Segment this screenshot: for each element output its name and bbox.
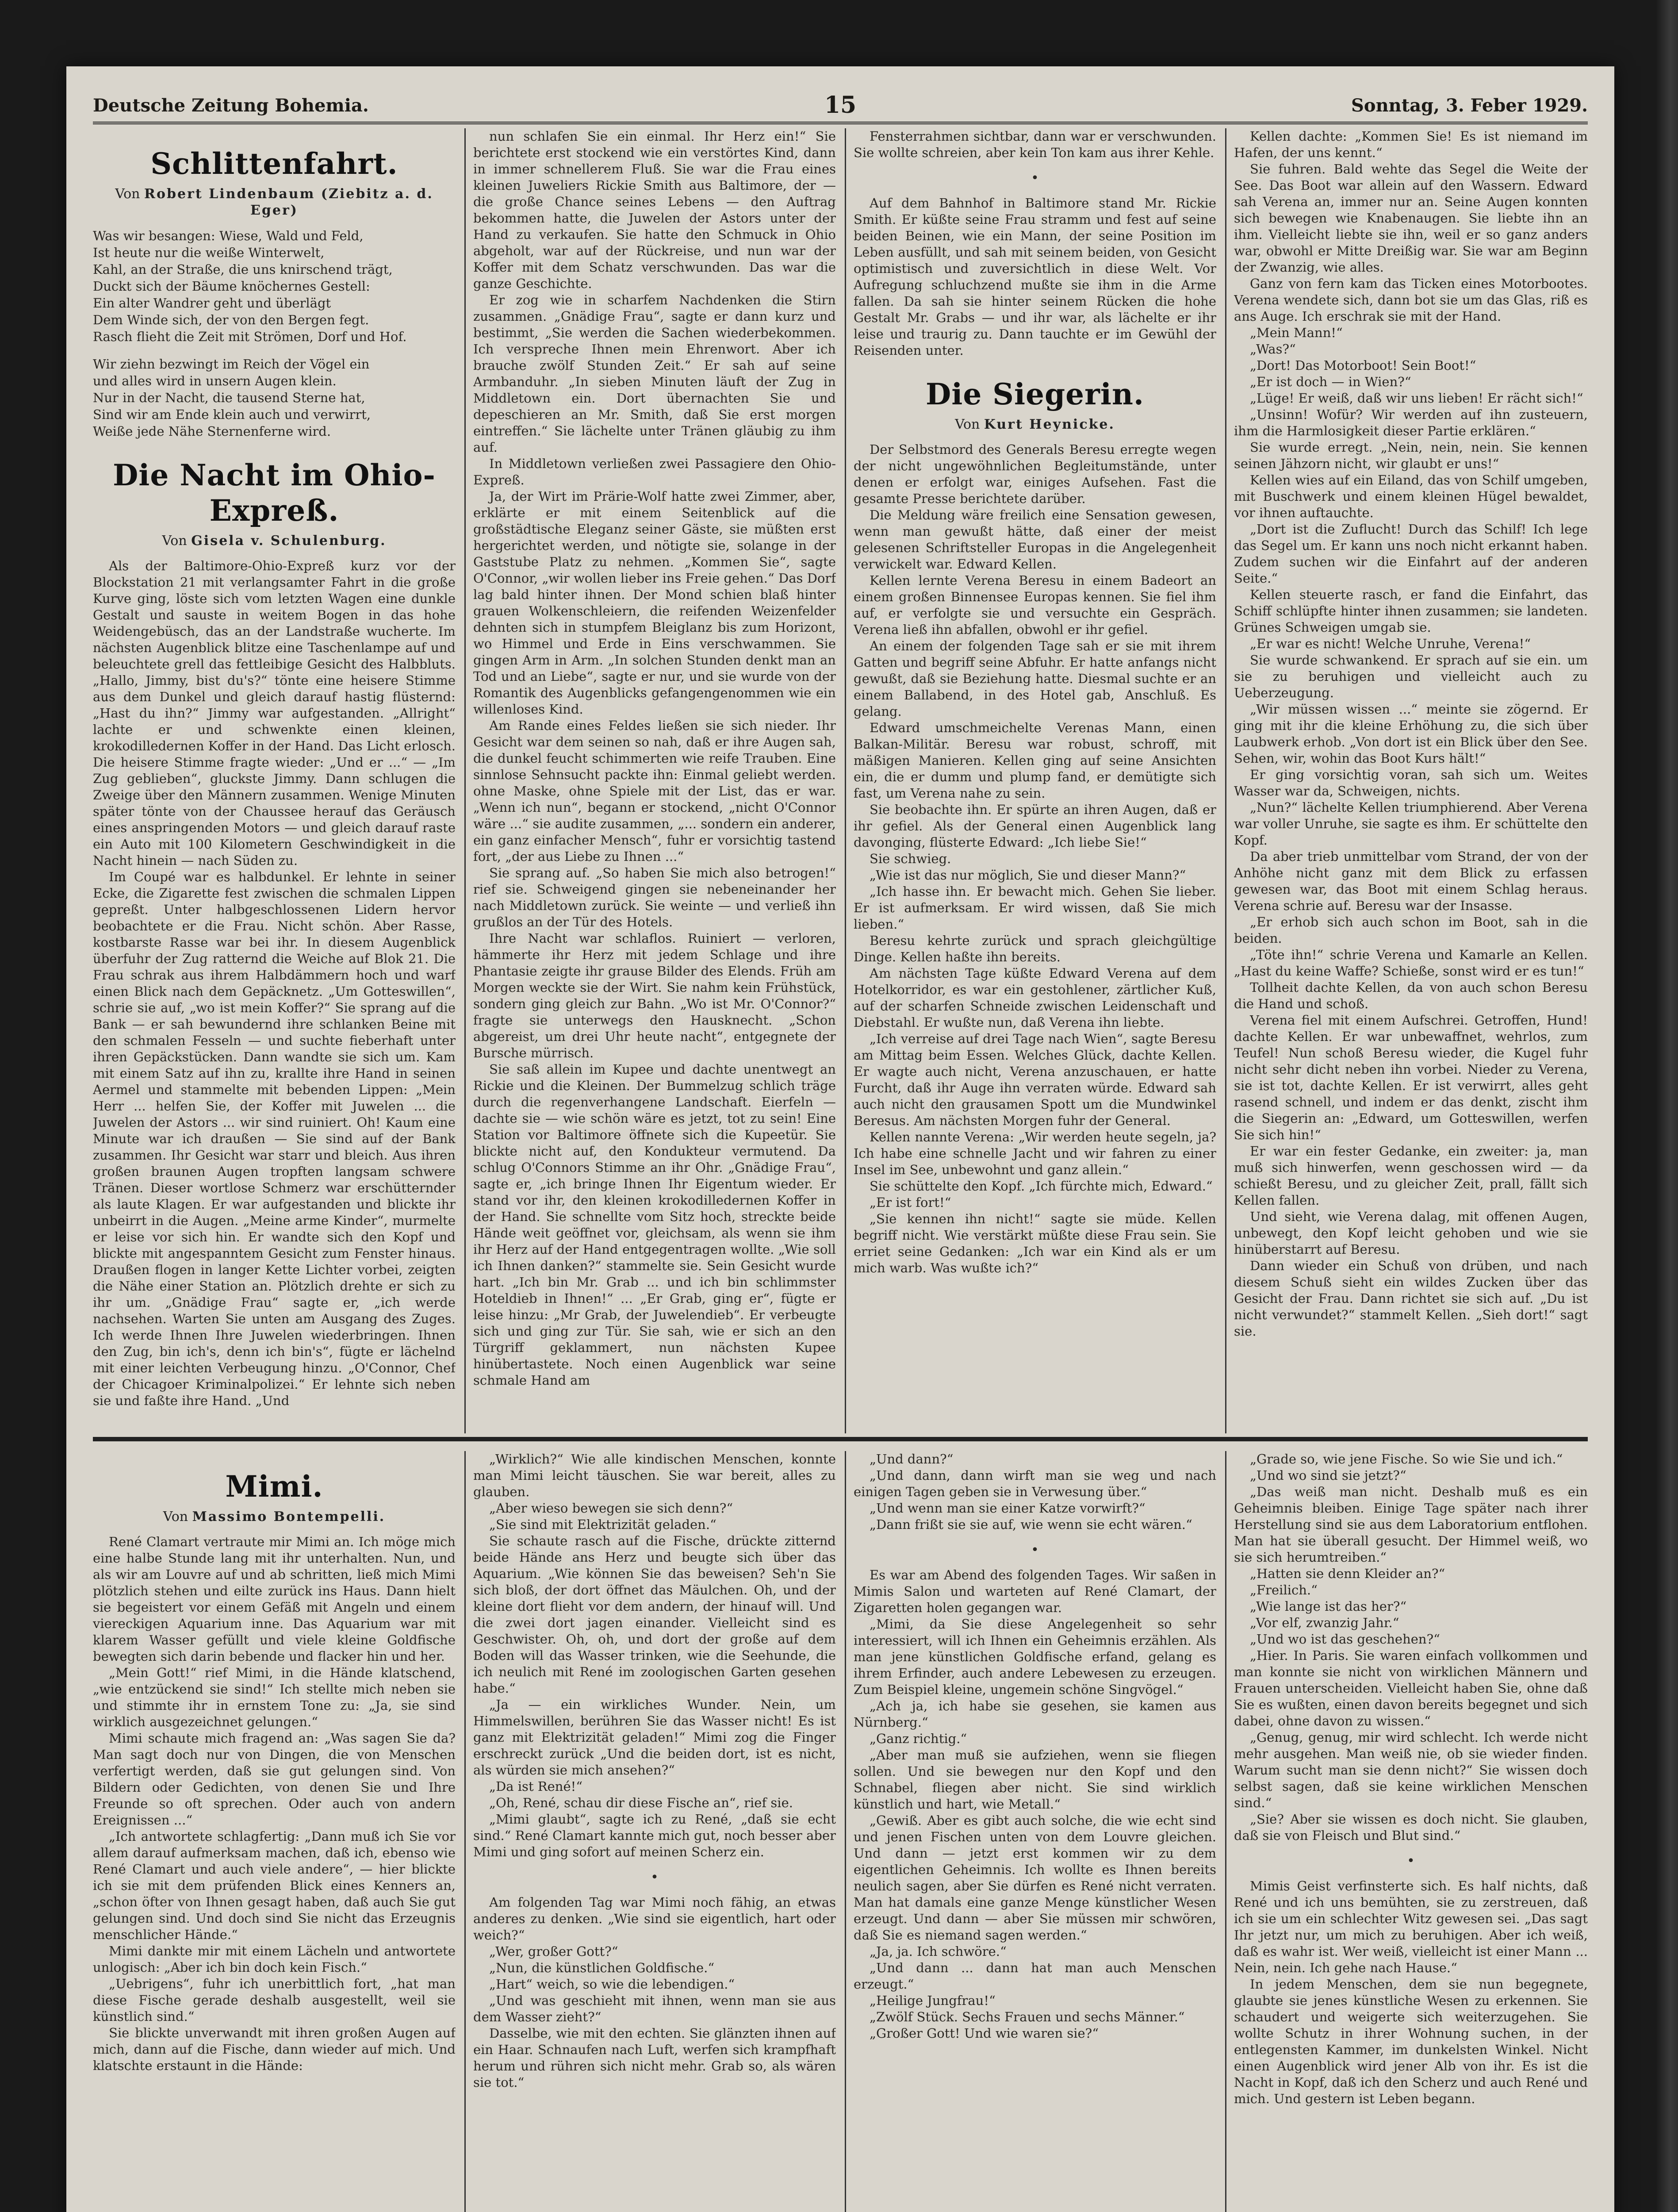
siegerin-paragraph: Sie schwieg. xyxy=(870,851,951,866)
siegerin-paragraph: Kellen dachte: „Kommen Sie! Es ist niemand im Hafen, der uns kennt.“ xyxy=(1234,129,1588,160)
mimi-paragraph: „Mimi glaubt“, sagte ich zu René, „daß sie echt sind.“ René Clamart kannte mich gut, noch besser aber Mimi und ging sofort auf meinen Scherz ein. xyxy=(473,1812,836,1859)
mimi-paragraph: „Heilige Jungfrau!“ xyxy=(870,1993,996,2008)
schlittenfahrt-title: Schlittenfahrt. xyxy=(150,146,398,181)
schlittenfahrt-byline: Von Robert Lindenbaum (Ziebitz a. d. Eger) xyxy=(115,186,433,218)
ohio-express-paragraph: Ihre Nacht war schlaflos. Ruiniert — verloren, hämmerte ihr Herz mit jedem Schlage und ihre Phantasie zeigte ihr grause Bilder des Elends. Früh am Morgen weckte sie der Wirt. Sie nahm kein Frühstück, sondern ging gleich zur Bahn. „Wo ist Mr. O'Connor?“ fragte sie unterwegs den Hausknecht. „Schon abgereist, um drei Uhr heute nacht“, entgegnete der Bursche mürrisch. xyxy=(473,931,836,1060)
siegerin-paragraph: „Wie ist das nur möglich, Sie und dieser Mann?“ xyxy=(870,868,1186,883)
page-number: 15 xyxy=(824,92,857,119)
schlittenfahrt-author: Robert Lindenbaum (Ziebitz a. d. Eger) xyxy=(144,186,433,218)
mimi-paragraph: „Wie lange ist das her?“ xyxy=(1250,1599,1407,1614)
siegerin-paragraph: Die Meldung wäre freilich eine Sensation gewesen, wenn man gewußt hätte, daß einer der meist gelesenen Schriftsteller Europas in die Angelegenheit verwickelt war. Edward Kellen. xyxy=(854,507,1216,572)
issue-date: Sonntag, 3. Feber 1929. xyxy=(1351,95,1588,116)
mimi-paragraph: „Grade so, wie jene Fische. So wie Sie und ich.“ xyxy=(1250,1452,1563,1467)
mimi-paragraph: „Wer, großer Gott?“ xyxy=(489,1944,618,1959)
ohio-express-author: Gisela v. Schulenburg. xyxy=(191,533,387,549)
mimi-paragraph: „Sie sind mit Elektrizität geladen.“ xyxy=(489,1517,716,1532)
siegerin-paragraph: „Was?“ xyxy=(1250,342,1296,357)
mimi-paragraph: Es war am Abend des folgenden Tages. Wir saßen in Mimis Salon und warteten auf René Clamart, der Zigaretten holen gegangen war. xyxy=(854,1567,1216,1615)
siegerin-paragraph: „Töte ihn!“ schrie Verena und Kamarle an Kellen. „Hast du keine Waffe? Schieße, sonst wird er es tun!“ xyxy=(1234,947,1588,979)
column-divider xyxy=(464,1451,466,2212)
siegerin-paragraph: „Dort! Das Motorboot! Sein Boot!“ xyxy=(1250,358,1476,373)
column-divider xyxy=(464,128,466,1433)
mimi-paragraph: „Und dann ... dann hat man auch Menschen erzeugt.“ xyxy=(854,1960,1216,1992)
mimi-paragraph: „Hier. In Paris. Sie waren einfach vollkommen und man konnte sie nicht von wirklichen Männern und Frauen unterscheiden. Vielleicht haben Sie, ohne daß Sie es wußten, einen davon bereits begegnet und sich dabei, ohne davon zu wissen.“ xyxy=(1234,1648,1588,1728)
mimi-paragraph: „Zwölf Stück. Sechs Frauen und sechs Männer.“ xyxy=(870,2009,1185,2024)
column-4 xyxy=(1234,128,1588,1433)
siegerin-paragraph: Am nächsten Tage küßte Edward Verena auf dem Hotelkorridor, es war ein gestohlener, zärtlicher Kuß, auf der scharfen Schneide zwischen Leidenschaft und Diebstahl. Er wußte nun, daß Verena ihn liebte. xyxy=(854,966,1216,1030)
mimi-paragraph: „Ja — ein wirkliches Wunder. Nein, um Himmelswillen, berühren Sie das Wasser nicht! Es ist ganz mit Elektrizität geladen!“ Mimi zog die Finger erschreckt zurück „Und die beiden dort, ist es nicht, als würden sie mich ansehen?“ xyxy=(473,1697,836,1778)
top-section xyxy=(93,128,1588,1433)
siegerin-paragraph: „Er ist fort!“ xyxy=(870,1195,951,1210)
mimi-paragraph: „Nun, die künstlichen Goldfische.“ xyxy=(489,1960,715,1975)
siegerin-paragraph: „Er erhob sich auch schon im Boot, sah in die beiden. xyxy=(1234,914,1588,946)
mimi-paragraph: In jedem Menschen, dem sie nun begegnete, glaubte sie jenes künstliche Wesen zu erkennen. Sie schaudert und weigerte sich weiterzugehen. Sie wollte Schutz in ihrer Wohnung suchen, in der entlegensten Kammer, im dunkelsten Winkel. Nicht einen Augenblick wird jener Alb von ihr. Es ist die Nacht in Kopf, daß ich den Scherz und auch René und mich. Und gestern ist Leben begann. xyxy=(1234,1977,1588,2106)
ohio-express-paragraph: Fensterrahmen sichtbar, dann war er verschwunden. Sie wollte schreien, aber kein Ton kam aus ihrer Kehle. xyxy=(854,129,1216,160)
mimi-paragraph: „Und wo sind sie jetzt?“ xyxy=(1250,1468,1406,1483)
separator-dot xyxy=(854,170,1216,186)
siegerin-paragraph: „Unsinn! Wofür? Wir werden auf ihn zusteuern, ihm die Harmlosigkeit dieser Partie erklären.“ xyxy=(1234,407,1588,438)
scan-edge xyxy=(1656,0,1678,2212)
siegerin-paragraph: „Dort ist die Zuflucht! Durch das Schilf! Ich lege das Segel um. Er kann uns noch nicht erkannt haben. Zudem suchen wir die Einfahrt auf der anderen Seite.“ xyxy=(1234,522,1588,586)
siegerin-paragraph: „Lüge! Er weiß, daß wir uns lieben! Er rächt sich!“ xyxy=(1250,391,1583,406)
siegerin-paragraph: „Wir müssen wissen ...“ meinte sie zögernd. Er ging mit ihr die kleine Erhöhung zu, die sich über Laubwerk erhob. „Von dort ist ein Blick über den See. Sehen, wir, wohin das Boot Kurs hält!“ xyxy=(1234,702,1588,766)
mimi-paragraph: „Vor elf, zwanzig Jahr.“ xyxy=(1250,1615,1399,1630)
mimi-paragraph: „Oh, René, schau dir diese Fische an“, rief sie. xyxy=(489,1795,793,1810)
mimi-author: Massimo Bontempelli. xyxy=(192,1509,386,1525)
mimi-paragraph: „Ach ja, ich habe sie gesehen, sie kamen aus Nürnberg.“ xyxy=(854,1698,1216,1730)
mimi-column-4 xyxy=(1234,1451,1588,2212)
mimi-paragraph: „Großer Gott! Und wie waren sie?“ xyxy=(870,2026,1099,2041)
column-1 xyxy=(93,128,456,1433)
newspaper-page xyxy=(66,66,1614,2212)
siegerin-paragraph: Sie fuhren. Bald wehte das Segel die Weite der See. Das Boot war allein auf den Wassern. Edward sah Verena an, immer nur an. Seine Augen konnten sich bewegen wie Knabenaugen. Sie liebte ihn an ihm. Vielleicht liebte sie ihn, weil er so ganz anders war, obwohl er Mitte Dreißig war. Sie war am Beginn der Zwanzig, wie alles. xyxy=(1234,161,1588,275)
siegerin-paragraph: Tollheit dachte Kellen, da von auch schon Beresu die Hand und schoß. xyxy=(1234,980,1588,1011)
siegerin-paragraph: „Ich hasse ihn. Er bewacht mich. Gehen Sie lieber. Er ist aufmerksam. Er wird wissen, daß Sie mich lieben.“ xyxy=(854,884,1216,932)
siegerin-paragraph: Der Selbstmord des Generals Beresu erregte wegen der nicht ungewöhnlichen Begleitumstände, unter denen er erfolgt war, einiges Aufsehen. Fast die gesamte Presse berichtete darüber. xyxy=(854,442,1216,506)
ohio-express-paragraph: Sie sprang auf. „So haben Sie mich also betrogen!“ rief sie. Schweigend gingen sie nebeneinander her nach Middletown zurück. Sie weinte — und verließ ihn grußlos an der Tür des Hotels. xyxy=(473,865,836,929)
separator-dot xyxy=(854,1542,1216,1558)
ohio-express-byline: Von Gisela v. Schulenburg. xyxy=(162,533,387,549)
siegerin-paragraph: Kellen wies auf ein Eiland, das von Schilf umgeben, mit Buschwerk und einem kleinen Hügel bewaldet, vor ihnen auftauchte. xyxy=(1234,472,1588,520)
mimi-paragraph: „Und was geschieht mit ihnen, wenn man sie aus dem Wasser zieht?“ xyxy=(473,1993,836,2024)
siegerin-paragraph: Und sieht, wie Verena dalag, mit offenen Augen, unbewegt, den Kopf leicht gehoben und wie sie hinüberstarrt auf Beresu. xyxy=(1234,1209,1588,1257)
siegerin-paragraph: „Er ist doch — in Wien?“ xyxy=(1250,374,1411,389)
mimi-paragraph: „Mein Gott!“ rief Mimi, in die Hände klatschend, „wie entzückend sie sind!“ Ich stellte mich neben sie und stimmte ihr in ernstem Tone zu: „Ja, sie sind wirklich ausgezeichnet gelungen.“ xyxy=(93,1665,456,1729)
siegerin-paragraph: Er ging vorsichtig voran, sah sich um. Weites Wasser war da, Schweigen, nichts. xyxy=(1234,767,1588,799)
siegerin-paragraph: Beresu kehrte zurück und sprach gleichgültige Dinge. Kellen haßte ihn bereits. xyxy=(854,933,1216,964)
separator-dot xyxy=(1234,1853,1588,1869)
mimi-paragraph: „Und dann, dann wirft man sie weg und nach einigen Tagen geben sie in Verwesung über.“ xyxy=(854,1468,1216,1499)
ohio-express-paragraph: Im Coupé war es halbdunkel. Er lehnte in seiner Ecke, die Zigarette fest zwischen die schmalen Lippen gepreßt. Unter halbgeschlossenen Lidern hervor beobachtete er die Frau. Nicht schön. Aber Rasse, kostbarste Rasse war bei ihr. In diesem Augenblick überfuhr der Zug ratternd die Weiche auf Blok 21. Die Frau schrak aus ihrem Halbdämmern hoch und warf einen Blick nach dem Gepäcknetz. „Um Gotteswillen“, schrie sie auf, „wo ist mein Koffer?“ Sie sprang auf die Bank — er sah bewundernd ihre schlanken Beine mit den schmalen Fesseln — und suchte fieberhaft unter ihren Gepäckstücken. Dann wandte sie sich um. Kam mit einem Satz auf ihn zu, krallte ihre Hand in seinen Aermel und stammelte mit bebenden Lippen: „Mein Herr ... helfen Sie, der Koffer mit Juwelen ... die Juwelen der Astors ... wir sind ruiniert. Oh! Kaum eine Minute war ich draußen — Sie sind auf der Bank zusammen. Ihr Gesicht war starr und bleich. Aus ihren großen braunen Augen tropften langsam schwere Tränen. Dieser wortlose Schmerz war erschütternder als laute Klagen. Er war aufgestanden und blickte ihr unbeirrt in die Augen. „Meine arme Kinder“, murmelte er leise vor sich hin. Er wandte sich den Kopf und blickte mit angespanntem Gesicht zum Fenster hinaus. Draußen flogen in langer Kette Lichter vorbei, zeigten die Nähe einer Station an. Plötzlich drehte er sich zu ihr um. „Gnädige Frau“ sagte er, „ich werde nachsehen. Warten Sie unten am Ausgang des Zuges. Ich werde Ihnen Ihre Juwelen wiederbringen. Ihnen den Zug, bin ich's, denn ich bin's“, fügte er lächelnd mit einer leichten Verbeugung hinzu. „O'Connor, Chef der Chicagoer Kriminalpolizei.“ Er lehnte sich neben sie und faßte ihre Hand. „Und xyxy=(93,869,456,1408)
mimi-paragraph: Dasselbe, wie mit den echten. Sie glänzten ihnen auf ein Haar. Schnaufen nach Luft, werfen sich krampfhaft herum und rühren sich nicht mehr. Grab so, als wären sie tot.“ xyxy=(473,2026,836,2090)
mimi-paragraph: „Dann frißt sie sie auf, wie wenn sie echt wären.“ xyxy=(870,1517,1192,1532)
mimi-paragraph: „Da ist René!“ xyxy=(489,1779,583,1794)
siegerin-paragraph: Sie wurde schwankend. Er sprach auf sie ein. um sie zu beruhigen und vielleicht auch zu Ueberzeugung. xyxy=(1234,653,1588,700)
mimi-paragraph: „Gewiß. Aber es gibt auch solche, die wie echt sind und jenen Fischen unten von dem Louvre gleichen. Und dann — jetzt erst kommen wir zu dem eigentlichen Geheimnis. Ich wollte es Ihnen bereits neulich sagen, aber Sie dürfen es René nicht verraten. Man hat damals eine ganze Menge künstlicher Wesen erzeugt. Und dann — aber Sie müssen mir schwören, daß Sie es niemand sagen werden.“ xyxy=(854,1813,1216,1943)
mimi-paragraph: „Genug, genug, mir wird schlecht. Ich werde nicht mehr ausgehen. Man weiß nie, ob sie wieder finden. Warum sucht man sie denn nicht?“ Sie wissen doch selbst sagen, daß sie keine wirklichen Menschen sind.“ xyxy=(1234,1730,1588,1810)
mimi-paragraph: Mimi dankte mir mit einem Lächeln und antwortete unlogisch: „Aber ich bin doch kein Fisch.“ xyxy=(93,1943,456,1975)
siegerin-paragraph: Verena fiel mit einem Aufschrei. Getroffen, Hund! dachte Kellen. Er war unbewaffnet, wehrlos, zum Teufel! Nun schoß Beresu wieder, die Kugel fuhr nicht sehr dicht neben ihn vorbei. Nieder zu Verena, sie ist tot, dachte Kellen. Er ist verwirrt, alles geht rasend schnell, und indem er das denkt, zischt ihm die Siegerin an: „Edward, um Gotteswillen, werfen Sie sich hin!“ xyxy=(1234,1013,1588,1142)
siegerin-paragraph: Er war ein fester Gedanke, ein zweiter: ja, man muß sich hinwerfen, wenn geschossen wird — da schießt Beresu, und zu gleicher Zeit, prall, fällt sich Kellen fallen. xyxy=(1234,1144,1588,1208)
ohio-express-paragraph: Er zog wie in scharfem Nachdenken die Stirn zusammen. „Gnädige Frau“, sagte er dann kurz und bestimmt, „Sie werden die Sachen wiederbekommen. Ich verspreche Ihnen mein Ehrenwort. Aber ich brauche zwölf Stunden Zeit.“ Er sah auf seine Armbanduhr. „In sieben Minuten läuft der Zug in Middletown ein. Dort übernachten Sie und depeschieren an Mr. Smith, daß Sie erst morgen eintreffen.“ Sie lächelte unter Tränen gläubig zu ihm auf. xyxy=(473,292,836,455)
mimi-paragraph: „Hatten sie denn Kleider an?“ xyxy=(1250,1566,1445,1581)
siegerin-paragraph: Kellen steuerte rasch, er fand die Einfahrt, das Schiff schlüpfte hinter ihnen zusammen; sie landeten. Grünes Schweigen umgab sie. xyxy=(1234,587,1588,635)
siegerin-paragraph: „Er war es nicht! Welche Unruhe, Verena!“ xyxy=(1250,636,1531,651)
mimi-paragraph: „Ganz richtig.“ xyxy=(870,1731,967,1746)
siegerin-paragraph: Kellen nannte Verena: „Wir werden heute segeln, ja? Ich habe eine schnelle Jacht und wir fahren zu einer Insel im See, unbewohnt und ganz allein.“ xyxy=(854,1129,1216,1177)
mimi-paragraph: Sie schaute rasch auf die Fische, drückte zitternd beide Hände ans Herz und beugte sich über das Aquarium. „Wie können Sie das beweisen? Seh'n Sie sich bloß, der dort öffnet das Mäulchen. Oh, und der kleine dort flieht vor dem andern, der hinauf will. Und die zwei dort jagen einander. Vielleicht sind es Geschwister. Oh, oh, und dort der große auf dem Boden will das Wasser trinken, wie die Seehunde, die ich neulich mit René im zoologischen Garten gesehen habe.“ xyxy=(473,1533,836,1696)
mimi-paragraph: „Ich antwortete schlagfertig: „Dann muß ich Sie vor allem darauf aufmerksam machen, daß ich, ebenso wie René Clamart und auch viele andere“, — hier blickte ich sie mit dem prüfenden Blick eines Kenners an, „schon öfter von Ihnen gesagt haben, daß auch Sie gut gelungen sind. Und doch sind Sie nicht das Erzeugnis menschlicher Hände.“ xyxy=(93,1829,456,1942)
ohio-express-paragraph: nun schlafen Sie ein einmal. Ihr Herz ein!“ Sie berichtete erst stockend wie ein verstörtes Kind, dann in immer schnellerem Fluß. Sie war die Frau eines kleinen Juweliers Rickie Smith aus Baltimore, der — die große Chance seines Lebens — den Auftrag bekommen hatte, die Juwelen der Astors unter der Hand zu verkaufen. Sie hatte den Schmuck in Ohio abgeholt, war auf der Rückreise, und nun war der Koffer mit dem Schatz verschwunden. Das war die ganze Geschichte. xyxy=(473,129,836,291)
mimi-paragraph: „Wirklich?“ Wie alle kindischen Menschen, konnte man Mimi leicht täuschen. Sie war bereit, alles zu glauben. xyxy=(473,1452,836,1499)
siegerin-paragraph: Sie wurde erregt. „Nein, nein, nein. Sie kennen seinen Jähzorn nicht, wir glaubt er uns!“ xyxy=(1234,440,1588,471)
siegerin-paragraph: „Mein Mann!“ xyxy=(1250,325,1343,340)
mimi-paragraph: „Aber wieso bewegen sie sich denn?“ xyxy=(489,1501,733,1516)
ohio-express-paragraph: In Middletown verließen zwei Passagiere den Ohio-Expreß. xyxy=(473,456,836,488)
separator-dot xyxy=(473,1869,836,1886)
mimi-byline: Von Massimo Bontempelli. xyxy=(163,1509,386,1525)
mimi-paragraph: „Aber man muß sie aufziehen, wenn sie fliegen sollen. Und sie bewegen nur den Kopf und den Schnabel, fliegen aber nicht. Sie sind wirklich künstlich und hart, wie Metall.“ xyxy=(854,1747,1216,1812)
ohio-express-paragraph: Als der Baltimore-Ohio-Expreß kurz vor der Blockstation 21 mit verlangsamter Fahrt in die große Kurve ging, löste sich vom letzten Wagen eine dunkle Gestalt und sauste in weitem Bogen in das hohe Weidengebüsch, das an der Landstraße wucherte. Im nächsten Augenblick blitze eine Taschenlampe auf und beleuchtete grell das fettleibige Gesicht des Halbbluts. „Hallo, Jimmy, bist du's?“ tönte eine heisere Stimme aus dem Dunkel und gleich darauf hastig flüsternd: „Hast du ihn?“ Jimmy war aufgestanden. „Allright“ lachte er und schwenkte einen kleinen, krokodilledernen Koffer in der Hand. Das Licht erlosch. Die heisere Stimme fragte wieder: „Und er ...“ — „Im Zug geblieben“, gluckste Jimmy. Dann schlugen die Zweige über den Männern zusammen. Wenige Minuten später tönte von der Chaussee herauf das Geräusch eines anspringenden Motors — und gleich darauf raste ein Auto mit 100 Kilometern Geschwindigkeit in die Nacht hinein — nach Süden zu. xyxy=(93,558,456,868)
section-divider xyxy=(93,1437,1588,1441)
masthead xyxy=(93,86,1588,124)
siegerin-paragraph: Dann wieder ein Schuß von drüben, und nach diesem Schuß sieht ein wildes Zucken über das Gesicht der Frau. Dann richtet sie sich auf. „Du ist nicht verwundet?“ stammelt Kellen. „Sieh dort!“ sagt sie. xyxy=(1234,1258,1588,1339)
siegerin-paragraph: Da aber trieb unmittelbar vom Strand, der von der Anhöhe nicht ganz mit dem Blick zu erfassen gewesen war, das Boot mit einem Schlag heraus. Verena schrie auf. Beresu war der Insasse. xyxy=(1234,849,1588,913)
mimi-column-1 xyxy=(93,1451,456,2212)
column-divider xyxy=(1225,1451,1226,2212)
mimi-column-2 xyxy=(473,1451,836,2212)
mimi-paragraph: Mimi schaute mich fragend an: „Was sagen Sie da? Man sagt doch nur von Dingen, die von Menschen verfertigt werden, daß sie gut gelungen sind. Von Bildern oder Gedichten, von denen Sie und Ihre Freunde so oft sprechen. Oder auch von andern Ereignissen ...“ xyxy=(93,1731,456,1828)
ohio-express-title: Die Nacht im Ohio-Expreß. xyxy=(113,458,436,528)
column-divider xyxy=(1225,128,1226,1433)
siegerin-paragraph: An einem der folgenden Tage sah er sie mit ihrem Gatten und begriff seine Abfuhr. Er hatte anfangs nicht gewußt, daß sie Beziehung hatte. Diesmal suchte er an einem Ballabend, in des Hotel gab, Anschluß. Es gelang. xyxy=(854,638,1216,719)
siegerin-byline: Von Kurt Heynicke. xyxy=(955,417,1115,432)
bottom-section xyxy=(93,1451,1588,2212)
ohio-express-paragraph: Ja, der Wirt im Prärie-Wolf hatte zwei Zimmer, aber, erklärte er mit einem Seitenblick auf die großstädtische Eleganz seiner Gäste, sie müßten erst hergerichtet werden, und nötigte sie, solange in der Gaststube Platz zu nehmen. „Kommen Sie“, sagte O'Connor, „wir wollen lieber ins Freie gehen.“ Das Dorf lag bald hinter ihnen. Der Mond schien blaß hinter grauen Wolkenschleiern, die reifenden Weizenfelder dehnten sich in stumpfem Bleiglanz bis zum Horizont, wo Himmel und Erde in Eins verschwammen. Sie gingen Arm in Arm. „In solchen Stunden denkt man an Tod und an Liebe“, sagte er nur, und sie wurde von der Romantik des Augenblicks gefangengenommen wie ein willenloses Kind. xyxy=(473,489,836,717)
schlittenfahrt-poem: Was wir besangen: Wiese, Wald und Feld, Ist heute nur die weiße Winterwelt, Kahl, an der Straße, die uns knirschend trägt, Duckt sich der Bäume knöchernes Gestell: Ein alter Wandrer geht und überlägt Dem Winde sich, der von den Bergen fegt. Rasch flieht die Zeit mit Strömen, Dorf und Hof. Wir ziehn bezwingt im Reich der Vögel ein und alles wird in unsern Augen klein. Nur in der Nacht, die tausend Sterne hat, Sind wir am Ende klein auch und verwirrt, Weiße jede Nähe Sternenferne wird. xyxy=(93,228,407,439)
siegerin-paragraph: „Nun?“ lächelte Kellen triumphierend. Aber Verena war voller Unruhe, sie sagte es ihm. Er schüttelte den Kopf. xyxy=(1234,800,1588,848)
mimi-paragraph: René Clamart vertraute mir Mimi an. Ich möge mich eine halbe Stunde lang mit ihr unterhalten. Nun, und als wir am Louvre auf und ab schritten, ließ mich Mimi plötzlich stehen und eilte zurück ins Haus. Dann hielt sie begeistert vor einem Gefäß mit Angeln und einem viereckigen Aquarium inne. Das Aquarium war mit klarem Wasser gefüllt und viele kleine Goldfische bewegten sich darin bebende und flacker hin und her. xyxy=(93,1534,456,1664)
paper-name: Deutsche Zeitung Bohemia. xyxy=(93,95,369,116)
mimi-paragraph: Mimis Geist verfinsterte sich. Es half nichts, daß René und ich uns bemühten, sie zu zerstreuen, daß ich sie um ein schlechter Witz gewesen sei. „Das sagt Ihr jetzt nur, um mich zu beruhigen. Aber ich weiß, daß es wahr ist. Wer weiß, vielleicht ist einer Mann ... Nein, nein. Ich gehe nach Hause.“ xyxy=(1234,1878,1588,1975)
siegerin-author: Kurt Heynicke. xyxy=(984,417,1115,432)
siegerin-paragraph: „Sie kennen ihn nicht!“ sagte sie müde. Kellen begriff nicht. Wie verstärkt müßte diese Frau sein. Sie erriet seine Gedanken: „Ich war ein Kind als er um mich warb. Was wußte ich?“ xyxy=(854,1211,1216,1275)
ohio-express-paragraph: Sie saß allein im Kupee und dachte unentwegt an Rickie und die Kleinen. Der Bummelzug schlich träge durch die regenverhangene Landschaft. Eierfeln — dachte sie — wie schön wäre es jetzt, tot zu sein! Eine Station vor Baltimore öffnete sich die Kupeetür. Sie blickte nicht auf, den Kondukteur vermutend. Da schlug O'Connors Stimme an ihr Ohr. „Gnädige Frau“, sagte er, „ich bringe Ihnen Ihr Eigentum wieder. Er stand vor ihr, den kleinen krokodilledernen Koffer in der Hand. Sie schnellte vom Sitz hoch, streckte beide Hände weit geöffnet vor, gleichsam, als wenn sie ihm ihr Herz auf der Hand entgegentragen wollte. „Wie soll ich Ihnen danken?“ stammelte sie. Sein Gesicht wurde hart. „Ich bin Mr. Grab ... und ich bin schlimmster Hoteldieb in Ihnen!“ ... „Er Grab, ging er“, fügte er leise hinzu: „Mr Grab, der Juwelendieb“. Er verbeugte sich und ging zur Tür. Sie sah, wie er sich an den Türgriff geklammert, nun nächsten Kupee hinübertastete. Noch einen Augenblick war seine schmale Hand am xyxy=(473,1062,836,1388)
mimi-paragraph: „Mimi, da Sie diese Angelegenheit so sehr interessiert, will ich Ihnen ein Geheimnis erzählen. Als man jene künstlichen Goldfische erfand, gelang es ihrem Erfinder, auch andere Lebewesen zu erzeugen. Zum Beispiel kleine, ungemein schöne Singvögel.“ xyxy=(854,1617,1216,1697)
ohio-express-paragraph: Am Rande eines Feldes ließen sie sich nieder. Ihr Gesicht war dem seinen so nah, daß er ihre Augen sah, die dunkel feucht schimmerten wie reife Trauben. Eine sinnlose Sehnsucht packte ihn: Einmal geliebt werden. ohne Maske, ohne Spiele mit der List, das er war. „Wenn ich nun“, begann er stockend, „nicht O'Connor wäre ...“ sie audite zusammen, „... sondern ein anderer, ein ganz einfacher Mensch“, fuhr er vorsichtig tastend fort, „der aus Liebe zu Ihnen ...“ xyxy=(473,718,836,864)
mimi-paragraph: „Und dann?“ xyxy=(870,1452,954,1467)
siegerin-paragraph: Kellen lernte Verena Beresu in einem Badeort an einem großen Binnensee Europas kennen. Sie fiel ihm auf, er verfolgte sie und versuchte ein Gespräch. Verena ließ ihn abfallen, obwohl er ihr gefiel. xyxy=(854,573,1216,637)
siegerin-paragraph: Sie beobachte ihn. Er spürte an ihren Augen, daß er ihr gefiel. Als der General einen Augenblick lang davonging, flüsterte Edward: „Ich liebe Sie!“ xyxy=(854,802,1216,850)
siegerin-title: Die Siegerin. xyxy=(926,377,1144,411)
mimi-paragraph: „Sie? Aber sie wissen es doch nicht. Sie glauben, daß sie von Fleisch und Blut sind.“ xyxy=(1234,1812,1588,1843)
mimi-paragraph: „Hart“ weich, so wie die lebendigen.“ xyxy=(489,1977,735,1992)
mimi-paragraph: „Das weiß man nicht. Deshalb muß es ein Geheimnis bleiben. Einige Tage später nach ihrer Herstellung sind sie aus dem Laboratorium entflohen. Man hat sie überall gesucht. Der Himmel weiß, wo sie sich herumtreiben.“ xyxy=(1234,1484,1588,1565)
mimi-paragraph: Sie blickte unverwandt mit ihren großen Augen auf mich, dann auf die Fische, dann wieder auf mich. Und klatschte erstaunt in die Hände: xyxy=(93,2025,456,2073)
mimi-paragraph: „Freilich.“ xyxy=(1250,1582,1318,1598)
mimi-column-3 xyxy=(854,1451,1216,2212)
siegerin-paragraph: Edward umschmeichelte Verenas Mann, einen Balkan-Militär. Beresu war robust, schroff, mit mäßigen Manieren. Kellen ging auf seine Ansichten ein, die er dumm und plump fand, er demütigte sich fast, um Verena nahe zu sein. xyxy=(854,720,1216,801)
column-divider xyxy=(845,1451,846,2212)
siegerin-paragraph: Ganz von fern kam das Ticken eines Motorbootes. Verena wendete sich, dann bot sie um das Glas, riß es ans Auge. Ich erschrak sie mit der Hand. xyxy=(1234,276,1588,324)
ohio-express-paragraph: Auf dem Bahnhof in Baltimore stand Mr. Rickie Smith. Er küßte seine Frau stramm und fest auf seine beiden Beinen, wie ein Mann, der seine Position im Leben ausfüllt, und sah mit seinem beiden, von Gesicht optimistisch und zuversichtlich in diese Welt. Vor Aufregung schluchzend mußte sie ihm in die Arme fallen. Da sah sie hinter seinem Rücken die hohe Gestalt Mr. Grabs — und ihr war, als lächelte er ihr leise und traurig zu. Dann tauchte er im Gewühl der Reisenden unter. xyxy=(854,196,1216,358)
mimi-paragraph: „Uebrigens“, fuhr ich unerbittlich fort, „hat man diese Fische gerade deshalb ausgestellt, weil sie künstlich sind.“ xyxy=(93,1976,456,2024)
column-divider xyxy=(845,128,846,1433)
mimi-paragraph: „Und wo ist das geschehen?“ xyxy=(1250,1632,1440,1647)
siegerin-paragraph: „Ich verreise auf drei Tage nach Wien“, sagte Beresu am Mittag beim Essen. Welches Glück, dachte Kellen. Er wagte auch nicht, Verena anzuschauen, er hatte Furcht, daß ihr Auge ihn verraten würde. Edward sah auch nicht den grausamen Spott um die Mundwinkel Beresus. Am nächsten Morgen fuhr der General. xyxy=(854,1031,1216,1128)
mimi-paragraph: „Und wenn man sie einer Katze vorwirft?“ xyxy=(870,1501,1145,1516)
column-2 xyxy=(473,128,836,1433)
mimi-paragraph: „Ja, ja. Ich schwöre.“ xyxy=(870,1944,1007,1959)
siegerin-paragraph: Sie schüttelte den Kopf. „Ich fürchte mich, Edward.“ xyxy=(870,1179,1213,1194)
mimi-paragraph: Am folgenden Tag war Mimi noch fähig, an etwas anderes zu denken. „Wie sind sie eigentlich, hart oder weich?“ xyxy=(473,1895,836,1943)
mimi-title: Mimi. xyxy=(225,1469,323,1504)
column-3 xyxy=(854,128,1216,1433)
